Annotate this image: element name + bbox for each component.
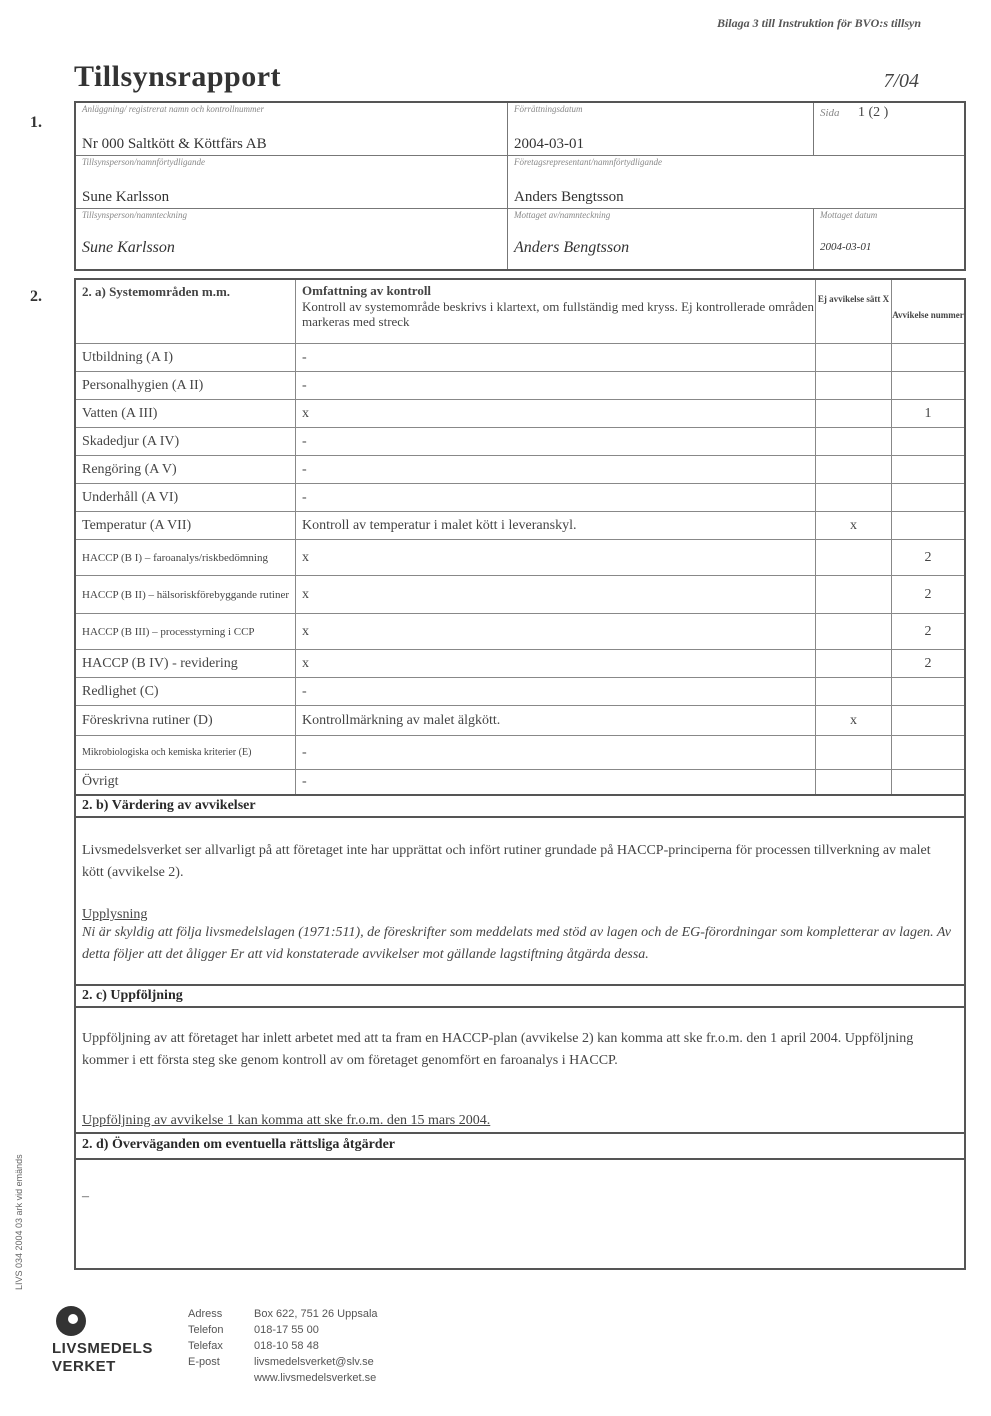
row-ok bbox=[816, 678, 892, 705]
date-value: 2004-03-01 bbox=[514, 136, 584, 152]
contact-key: Telefax bbox=[188, 1340, 223, 1352]
facility-field bbox=[76, 103, 508, 156]
section-2b-info-label: Upplysning bbox=[82, 907, 148, 922]
row-scope: - bbox=[296, 456, 816, 483]
representative-value: Anders Bengtsson bbox=[514, 189, 624, 205]
row-ok bbox=[816, 650, 892, 677]
section-2b-text: Livsmedelsverket ser allvarligt på att företaget inte har upprättat och infört rutiner grundade på HACCP-principerna för processen tillverkning av malet kött (avvikelse 2). bbox=[82, 843, 931, 880]
row-scope: - bbox=[296, 428, 816, 455]
col-area-header: 2. a) Systemområden m.m. bbox=[76, 280, 296, 343]
row-ok bbox=[816, 484, 892, 511]
table-row bbox=[76, 770, 964, 794]
logo-text bbox=[52, 1340, 153, 1376]
row-scope: - bbox=[296, 372, 816, 399]
table-row bbox=[76, 344, 964, 372]
section-1-number: 1. bbox=[30, 114, 42, 131]
contact-row bbox=[188, 1324, 378, 1340]
date-label: Förrättningsdatum bbox=[514, 104, 583, 114]
row-area: Underhåll (A VI) bbox=[76, 484, 296, 511]
col-ok-header: Ej avvikelse sätt X bbox=[816, 280, 892, 343]
contact-info bbox=[188, 1308, 378, 1388]
contact-row bbox=[188, 1340, 378, 1356]
received-date-field bbox=[814, 209, 964, 269]
row-deviation: 2 bbox=[924, 623, 932, 639]
table-row bbox=[76, 678, 964, 706]
contact-key: Adress bbox=[188, 1308, 223, 1320]
contact-key: E-post bbox=[188, 1356, 220, 1368]
page-title: Tillsynsrapport bbox=[74, 60, 281, 93]
row-area: HACCP (B IV) - revidering bbox=[76, 650, 296, 677]
row-area: HACCP (B I) – faroanalys/riskbedömning bbox=[76, 540, 296, 575]
contact-row bbox=[188, 1308, 378, 1324]
livsmedelsverket-logo bbox=[46, 1306, 156, 1386]
table-row bbox=[76, 400, 964, 428]
row-deviation bbox=[892, 736, 964, 769]
section-2d-heading: 2. d) Överväganden om eventuella rättsliga åtgärder bbox=[76, 1132, 964, 1160]
row-deviation: 2 bbox=[924, 549, 932, 565]
row-deviation bbox=[892, 344, 964, 371]
row-deviation: 2 bbox=[924, 655, 932, 671]
page-label: Sida bbox=[820, 107, 840, 119]
row-deviation bbox=[892, 428, 964, 455]
table-row bbox=[76, 736, 964, 770]
col-scope-desc: Kontroll av systemområde beskrivs i klartext, om fullständig med kryss. Ej kontrollerade områden markeras med streck bbox=[302, 299, 814, 329]
section-2c-text-2: Uppföljning av avvikelse 1 kan komma att ske fr.o.m. den 15 mars 2004. bbox=[82, 1113, 491, 1128]
row-deviation bbox=[892, 678, 964, 705]
row-scope: x bbox=[296, 540, 816, 575]
row-area: Övrigt bbox=[76, 770, 296, 794]
table-row bbox=[76, 456, 964, 484]
row-area: Utbildning (A I) bbox=[76, 344, 296, 371]
facility-label: Anläggning/ registrerat namn och kontrollnummer bbox=[82, 104, 264, 114]
section-2-box bbox=[74, 278, 966, 1270]
row-scope: - bbox=[296, 344, 816, 371]
table-row bbox=[76, 706, 964, 736]
logo-emblem-icon bbox=[56, 1306, 86, 1336]
appendix-note: Bilaga 3 till Instruktion för BVO:s tillsyn bbox=[716, 16, 921, 30]
page-field bbox=[814, 103, 964, 156]
row-scope: x bbox=[296, 400, 816, 427]
col-dev-header: Avvikelse nummer bbox=[892, 310, 964, 320]
table-header bbox=[76, 280, 964, 344]
contact-value: livsmedelsverket@slv.se bbox=[254, 1356, 374, 1368]
table-row bbox=[76, 512, 964, 540]
row-scope: - bbox=[296, 736, 816, 769]
col-scope-header bbox=[296, 280, 816, 343]
section-2c-text: Uppföljning av att företaget har inlett arbetet med att ta fram en HACCP-plan (avvikelse 2) kan komma att ske fr.o.m. den 1 april 2004. Uppföljning kommer i ett första steg ske genom kontroll av om företaget genomfört en faroanalys i HACCP. bbox=[82, 1031, 914, 1068]
row-ok bbox=[816, 770, 892, 794]
form-number: 7/04 bbox=[883, 70, 919, 92]
table-row bbox=[76, 540, 964, 576]
row-ok bbox=[816, 736, 892, 769]
row-ok bbox=[816, 372, 892, 399]
logo-line-2: VERKET bbox=[52, 1358, 116, 1375]
row-area: Temperatur (A VII) bbox=[76, 512, 296, 539]
table-row bbox=[76, 428, 964, 456]
row-scope: - bbox=[296, 678, 816, 705]
section-1-box bbox=[74, 101, 966, 271]
section-2d-text: – bbox=[82, 1189, 89, 1204]
row-deviation: 1 bbox=[924, 405, 932, 421]
row-scope: Kontrollmärkning av malet älgkött. bbox=[296, 706, 816, 735]
row-ok bbox=[816, 540, 892, 575]
row-scope: - bbox=[296, 770, 816, 794]
table-row bbox=[76, 372, 964, 400]
representative-field bbox=[508, 156, 964, 209]
representative-label: Företagsrepresentant/namnförtydligande bbox=[514, 157, 662, 167]
row-scope: Kontroll av temperatur i malet kött i leveranskyl. bbox=[296, 512, 816, 539]
received-date: 2004-03-01 bbox=[820, 241, 872, 253]
row-ok bbox=[816, 400, 892, 427]
row-area: Vatten (A III) bbox=[76, 400, 296, 427]
row-deviation bbox=[892, 512, 964, 539]
contact-value: 018-17 55 00 bbox=[254, 1324, 319, 1336]
row-ok bbox=[816, 576, 892, 613]
row-deviation bbox=[892, 456, 964, 483]
row-scope: x bbox=[296, 576, 816, 613]
row-scope: x bbox=[296, 650, 816, 677]
contact-row bbox=[188, 1356, 378, 1372]
page-value: 1 (2 ) bbox=[858, 105, 889, 120]
logo-line-1: LIVSMEDELS bbox=[52, 1340, 153, 1357]
row-ok: x bbox=[816, 706, 892, 735]
row-ok: x bbox=[816, 512, 892, 539]
row-deviation bbox=[892, 484, 964, 511]
received-signature: Anders Bengtsson bbox=[514, 239, 630, 256]
side-form-code: LIVS 034 2004 03 ark vid emänds bbox=[14, 1154, 24, 1290]
row-area: Föreskrivna rutiner (D) bbox=[76, 706, 296, 735]
row-ok bbox=[816, 456, 892, 483]
inspector-label: Tillsynsperson/namnförtydligande bbox=[82, 157, 206, 167]
row-area: Skadedjur (A IV) bbox=[76, 428, 296, 455]
received-signature-field bbox=[508, 209, 814, 269]
contact-value: Box 622, 751 26 Uppsala bbox=[254, 1308, 378, 1320]
table-row bbox=[76, 576, 964, 614]
inspector-field bbox=[76, 156, 508, 209]
row-scope: x bbox=[296, 614, 816, 649]
row-ok bbox=[816, 614, 892, 649]
row-ok bbox=[816, 344, 892, 371]
facility-value: Nr 000 Saltkött & Köttfärs AB bbox=[82, 136, 267, 152]
col-scope-title: Omfattning av kontroll bbox=[302, 283, 432, 298]
row-area: Rengöring (A V) bbox=[76, 456, 296, 483]
section-2b-info-text: Ni är skyldig att följa livsmedelslagen (1971:511), de föreskrifter som meddelats med stöd av lagen och de EG-förordningar som kompletterar av lagen. Av detta följer att det åligger Er att vid konstaterade avvikelser mot gällande lagstiftning åtgärda dessa. bbox=[82, 925, 951, 962]
received-date-label: Mottaget datum bbox=[820, 210, 878, 220]
table-row bbox=[76, 650, 964, 678]
row-deviation: 2 bbox=[924, 586, 932, 602]
row-area: Redlighet (C) bbox=[76, 678, 296, 705]
row-area: HACCP (B III) – processtyrning i CCP bbox=[76, 614, 296, 649]
inspector-value: Sune Karlsson bbox=[82, 189, 170, 205]
row-deviation bbox=[892, 706, 964, 735]
row-area: Mikrobiologiska och kemiska kriterier (E) bbox=[76, 736, 296, 769]
section-2b-heading: 2. b) Värdering av avvikelser bbox=[76, 794, 964, 818]
section-2-number: 2. bbox=[30, 288, 42, 305]
row-area: HACCP (B II) – hälsoriskförebyggande rutiner bbox=[76, 576, 296, 613]
inspector-signature-field bbox=[76, 209, 508, 269]
row-scope: - bbox=[296, 484, 816, 511]
row-deviation bbox=[892, 372, 964, 399]
row-deviation bbox=[892, 770, 964, 794]
contact-value: 018-10 58 48 bbox=[254, 1340, 319, 1352]
table-row bbox=[76, 484, 964, 512]
inspector-signature: Sune Karlsson bbox=[82, 239, 175, 256]
received-signature-label: Mottaget av/namnteckning bbox=[514, 210, 611, 220]
contact-key: Telefon bbox=[188, 1324, 224, 1336]
contact-row bbox=[188, 1372, 378, 1388]
section-2c-heading: 2. c) Uppföljning bbox=[76, 984, 964, 1008]
contact-value[interactable]: www.livsmedelsverket.se bbox=[254, 1372, 377, 1384]
date-field bbox=[508, 103, 814, 156]
inspector-signature-label: Tillsynsperson/namnteckning bbox=[82, 210, 187, 220]
row-area: Personalhygien (A II) bbox=[76, 372, 296, 399]
table-row bbox=[76, 614, 964, 650]
row-ok bbox=[816, 428, 892, 455]
